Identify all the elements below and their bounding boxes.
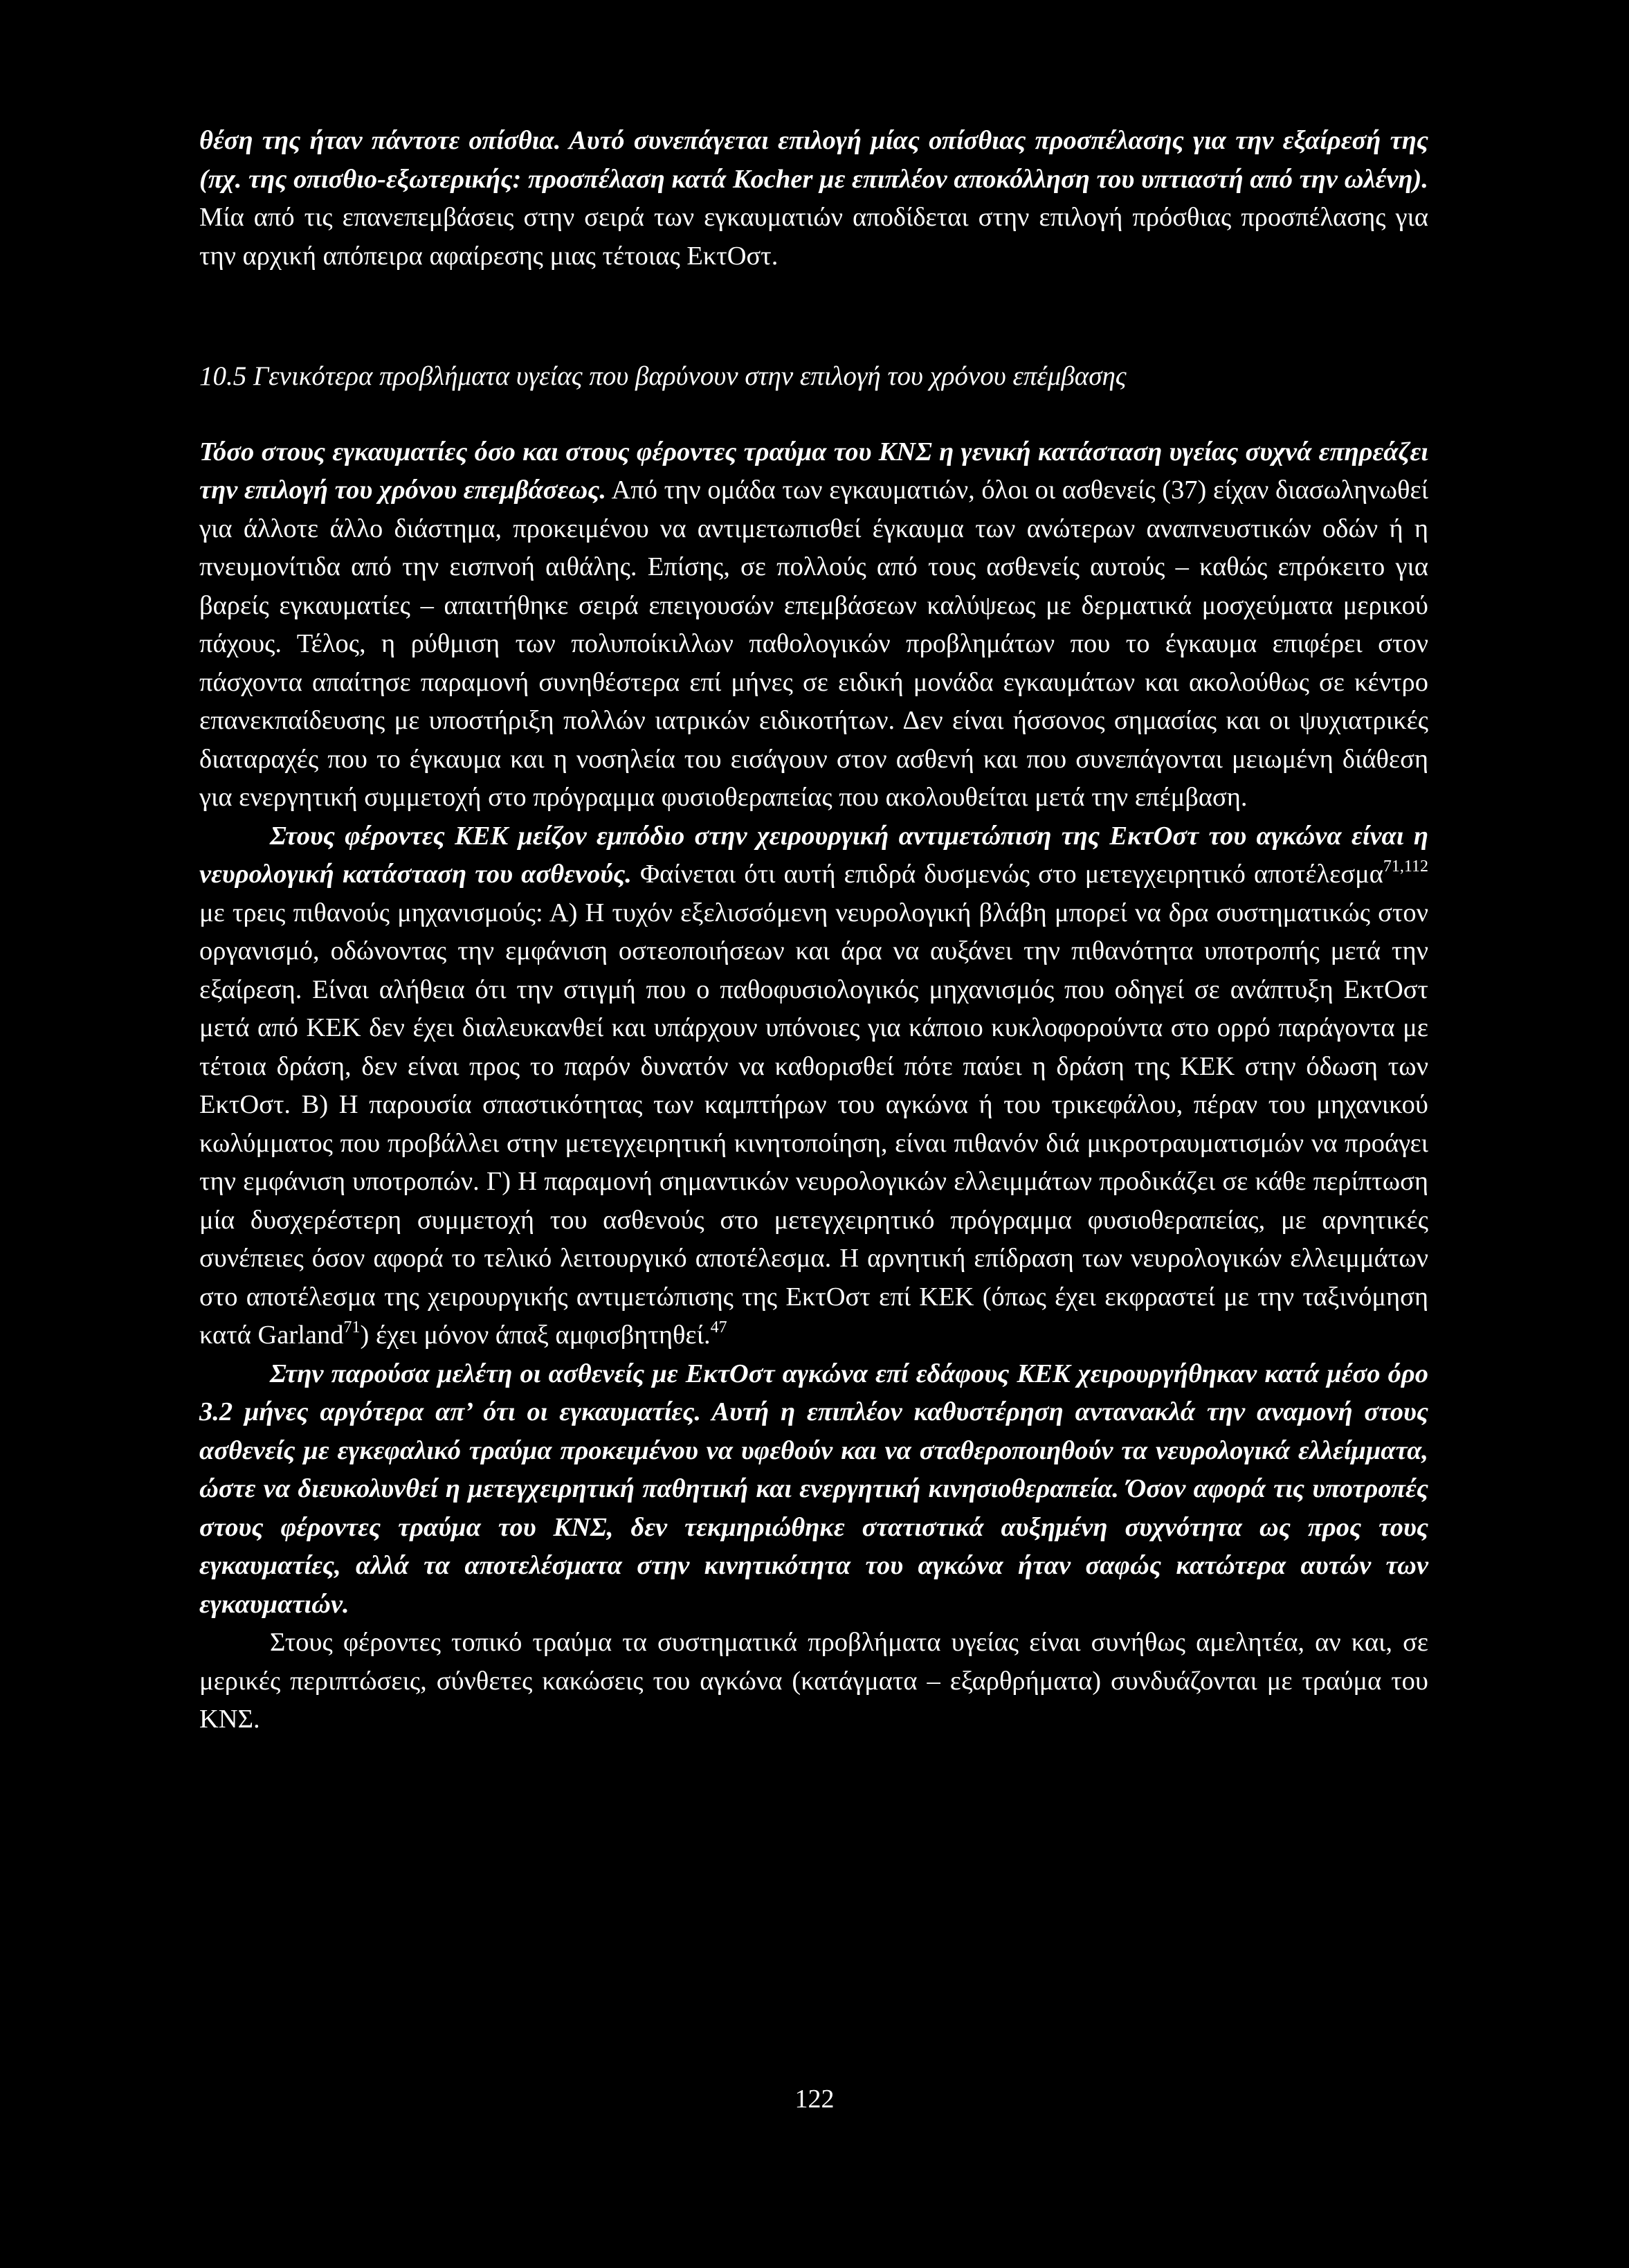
paragraph-study-results: Στην παρούσα μελέτη οι ασθενείς με ΕκτΟστ αγκώνα επί εδάφους ΚΕΚ χειρουργήθηκαν κατά μέσο όρο 3.2 μήνες αργότερα απ’ ότι οι εγκαυματίες. Αυτή η επιπλέον καθυστέρηση αντανακλά την αναμονή στους ασθενείς με εγκεφαλικό τραύμα προκειμένου να υφεθούν και να σταθεροποιηθούν τα νευρολογικά ελλείμματα, ώστε να διευκολυνθεί η μετεγχειρητική παθητική και ενεργητική κινησιοθεραπεία. Όσον αφορά τις υποτροπές στους φέροντες τραύμα του ΚΝΣ, δεν τεκμηριώθηκε στατιστικά αυξημένη συχνότητα ως προς τους εγκαυματίες, αλλά τα αποτελέσματα στην κινητικότητα του αγκώνα ήταν σαφώς κατώτερα αυτών των εγκαυματιών. <box>199 1359 1428 1619</box>
paragraph-head-injury-text-c: ) έχει μόνον άπαξ αμφισβητηθεί. <box>360 1321 711 1350</box>
top-paragraph <box>199 122 1428 275</box>
paragraph-head-injury <box>199 817 1428 1355</box>
paragraph-general-health <box>199 433 1428 817</box>
top-paragraph-bold: θέση της ήταν πάντοτε οπίσθια. Αυτό συνεπάγεται επιλογή μίας οπίσθιας προσπέλασης για την εξαίρεσή της (πχ. της οπισθιο-εξωτερικής: προσπέλαση κατά Kocher με επιπλέον αποκόλληση του υπτιαστή από την ωλένη). <box>199 126 1428 194</box>
citation-superscript: 47 <box>710 1318 727 1336</box>
paragraph-general-health-text: Από την ομάδα των εγκαυματιών, όλοι οι ασθενείς (37) είχαν διασωληνωθεί για άλλοτε άλλο διάστημα, προκειμένου να αντιμετωπισθεί έγκαυμα των ανώτερων αναπνευστικών οδών ή η πνευμονίτιδα από την εισπνοή αιθάλης. Επίσης, σε πολλούς από τους ασθενείς αυτούς – καθώς επρόκειτο για βαρείς εγκαυματίες – απαιτήθηκε σειρά επειγουσών επεμβάσεων καλύψεως με δερματικά μοσχεύματα μερικού πάχους. Τέλος, η ρύθμιση των πολυποίκιλλων παθολογικών προβλημάτων που το έγκαυμα επιφέρει στον πάσχοντα απαίτησε παραμονή συνηθέστερα επί μήνες σε ειδική μονάδα εγκαυμάτων και ακολούθως σε κέντρο επανεκπαίδευσης με υποστήριξη πολλών ιατρικών ειδικοτήτων. Δεν είναι ήσσονος σημασίας και οι ψυχιατρικές διαταραχές που το έγκαυμα και η νοσηλεία του εισάγουν στον ασθενή και που συνεπάγονται μειωμένη διάθεση για ενεργητική συμμετοχή στο πρόγραμμα φυσιοθεραπείας που ακολουθείται μετά την επέμβαση. <box>199 475 1428 812</box>
spacer <box>199 275 1428 357</box>
page-content <box>199 122 1428 1739</box>
paragraph-head-injury-text-a: Φαίνεται ότι αυτή επιδρά δυσμενώς στο μετεγχειρητικό αποτέλεσμα <box>631 860 1383 889</box>
paragraph-head-injury-text-b: με τρεις πιθανούς μηχανισμούς: Α) Η τυχόν εξελισσόμενη νευρολογική βλάβη μπορεί να δρα συστηματικώς στον οργανισμό, οδώνοντας την εμφάνιση οστεοποιήσεων και άρα να αυξάνει την πιθανότητα υποτροπής μετά την εξαίρεση. Είναι αλήθεια ότι την στιγμή που ο παθοφυσιολογικός μηχανισμός που οδηγεί σε ανάπτυξη ΕκτΟστ μετά από ΚΕΚ δεν έχει διαλευκανθεί και υπάρχουν υπόνοιες για κάποιο κυκλοφορούντα στο ορρό παράγοντα με τέτοια δράση, δεν είναι προς το παρόν δυνατόν να καθορισθεί πότε παύει η δράση της ΚΕΚ στην όδωση των ΕκτΟστ. Β) Η παρουσία σπαστικότητας των καμπτήρων του αγκώνα ή του τρικεφάλου, πέραν του μηχανικού κωλύμματος που προβάλλει στην μετεγχειρητική κινητοποίηση, είναι πιθανόν διά μικροτραυματισμών να προάγει την εμφάνιση υποτροπών. Γ) Η παραμονή σημαντικών νευρολογικών ελλειμμάτων προδικάζει σε κάθε περίπτωση μία δυσχερέστερη συμμετοχή του ασθενούς στο μετεγχειρητικό πρόγραμμα φυσιοθεραπείας, με αρνητικές συνέπειες όσον αφορά το τελικό λειτουργικό αποτέλεσμα. Η αρνητική επίδραση των νευρολογικών ελλειμμάτων στο αποτέλεσμα της χειρουργικής αντιμετώπισης της ΕκτΟστ επί ΚΕΚ (όπως έχει εκφραστεί με την ταξινόμηση κατά Garland <box>199 898 1428 1350</box>
paragraph-head-injury-bold: Στους φέροντες ΚΕΚ μείζον εμπόδιο στην χειρουργική αντιμετώπιση της ΕκτΟστ του αγκώνα είναι η νευρολογική κατάσταση του ασθενούς. <box>199 821 1428 889</box>
citation-superscript: 71,112 <box>1383 858 1428 876</box>
paragraph-local-trauma: Στους φέροντες τοπικό τραύμα τα συστηματικά προβλήματα υγείας είναι συνήθως αμελητέα, αν και, σε μερικές περιπτώσεις, σύνθετες κακώσεις του αγκώνα (κατάγματα – εξαρθρήματα) συνδυάζονται με τραύμα του ΚΝΣ. <box>199 1628 1428 1734</box>
citation-superscript: 71 <box>343 1318 361 1336</box>
paragraph-general-health-bold: Τόσο στους εγκαυματίες όσο και στους φέροντες τραύμα του ΚΝΣ η γενική κατάσταση υγείας συχνά επηρεάζει την επιλογή του χρόνου επεμβάσεως. <box>199 437 1428 505</box>
section-heading: 10.5 Γενικότερα προβλήματα υγείας που βαρύνουν στην επιλογή του χρόνου επέμβασης <box>199 361 1127 391</box>
page-number: 122 <box>794 2085 835 2114</box>
spacer <box>199 396 1428 433</box>
top-paragraph-text: Μία από τις επανεπεμβάσεις στην σειρά των εγκαυματιών αποδίδεται στην επιλογή πρόσθιας προσπέλασης για την αρχική απόπειρα αφαίρεσης μιας τέτοιας ΕκτΟστ. <box>199 203 1428 271</box>
